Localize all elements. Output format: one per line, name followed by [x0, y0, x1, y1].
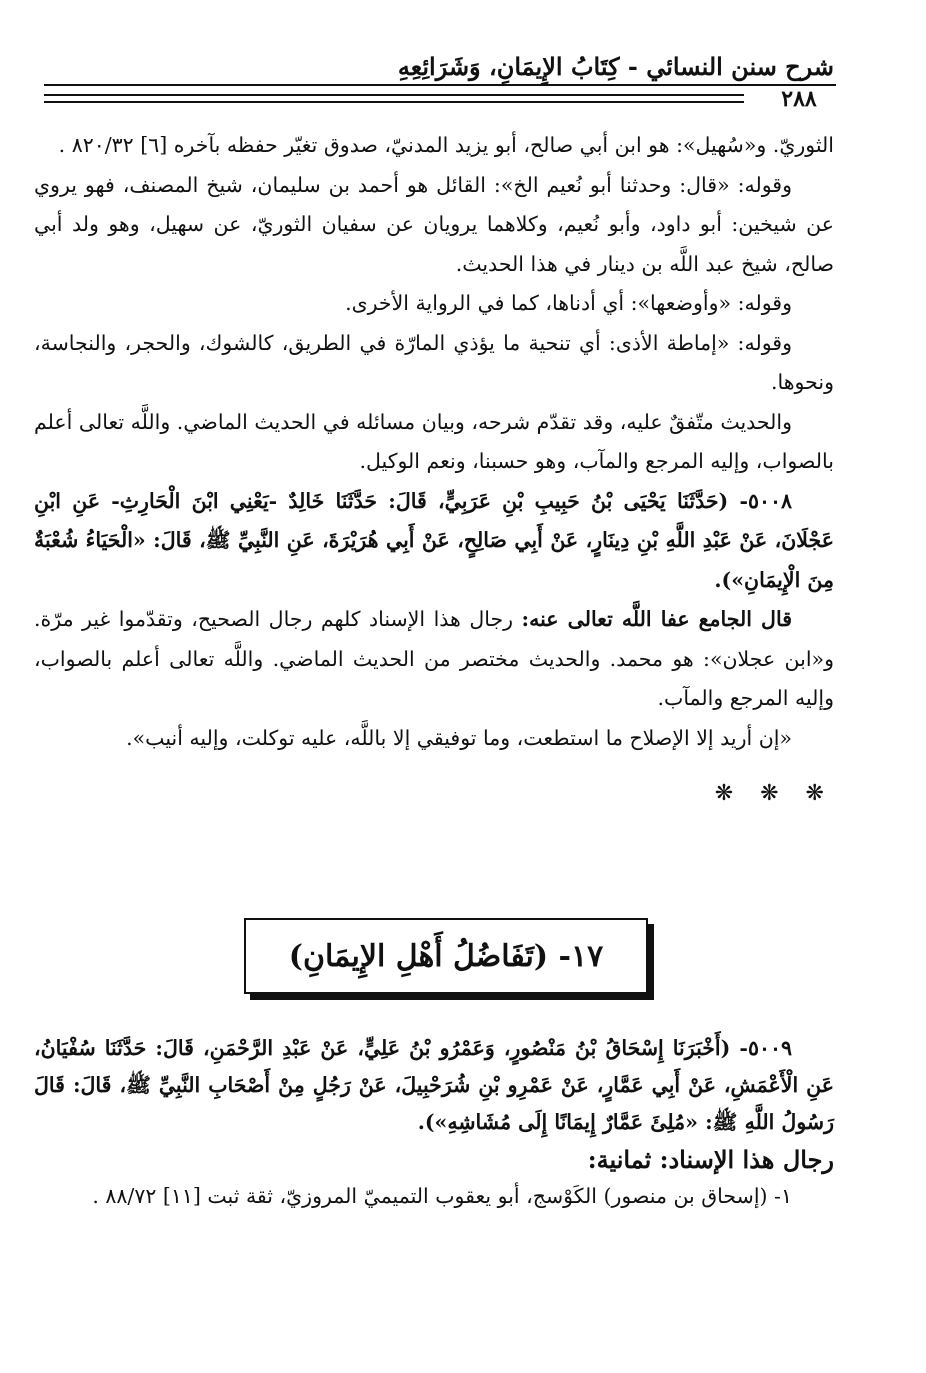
paragraph: وقوله: «إماطة الأذى: أي تنحية ما يؤذي المارّة في الطريق، كالشوك، والحجر، والنجاسة، ونحوها.: [34, 330, 834, 394]
header-rule: [44, 84, 836, 86]
main-text: [34, 126, 834, 824]
paragraph: الثوريّ. و«سُهيل»: هو ابن أبي صالح، أبو يزيد المدنيّ، صدوق تغيّر حفظه بآخره [٦] ٨٢٠/٣٢ .: [58, 133, 834, 157]
paragraph: والحديث متّفقٌ عليه، وقد تقدّم شرحه، وبيان مسائله في الحديث الماضي. واللَّه تعالى أعلم بالصواب، وإليه المرجع والمآب، وهو حسبنا، ونعم الوكيل.: [34, 409, 834, 473]
commentary-paragraph: [34, 600, 834, 719]
header-double-rule: [44, 94, 744, 103]
isnad-heading: رجال هذا الإسناد: ثمانية:: [587, 1145, 834, 1174]
hadith-5009: ٥٠٠٩- (أَخْبَرَنَا إِسْحَاقُ بْنُ مَنْصُورٍ، وَعَمْرُو بْنُ عَلِيٍّ، عَنْ عَبْدِ الرَّحْمَنِ، قَالَ: حَدَّثَنَا سُفْيَانُ، عَنِ الْأَعْمَشِ، عَنْ أَبِي عَمَّارٍ، عَنْ عَمْرِو بْنِ شُرَحْبِيلَ، عَنْ رَجُلٍ مِنْ أَصْحَابِ النَّبِيِّ ﷺ، قَالَ: قَالَ رَسُولُ اللَّهِ ﷺ: «مُلِئَ عَمَّارٌ إِيمَانًا إِلَى مُشَاشِهِ»).: [34, 1036, 834, 1134]
running-header-title: شرح سنن النسائي - كِتَابُ الإِيمَانِ، وَشَرَائِعِهِ: [397, 52, 834, 81]
paragraph: وقوله: «وأوضعها»: أي أدناها، كما في الرواية الأخرى.: [345, 291, 792, 315]
narrator-entry: ١- (إسحاق بن منصور) الكَوْسج، أبو يعقوب التميميّ المروزيّ، ثقة ثبت [١١] ٨٨/٧٢ .: [92, 1184, 792, 1208]
commentary-text: رجال هذا الإسناد كلهم رجال الصحيح، وتقدّموا غير مرّة. و«ابن عجلان»: هو محمد. والحديث مختصر من الحديث الماضي. واللَّه تعالى أعلم بالصواب، وإليه المرجع والمآب.: [34, 607, 834, 710]
hadith-5008: ٥٠٠٨- (حَدَّثَنَا يَحْيَى بْنُ حَبِيبِ بْنِ عَرَبِيٍّ، قَالَ: حَدَّثَنَا خَالِدٌ -يَعْنِي ابْنَ الْحَارِثِ- عَنِ ابْنِ عَجْلَانَ، عَنْ عَبْدِ اللَّهِ بْنِ دِينَارٍ، عَنْ أَبِي صَالِحٍ، عَنْ أَبِي هُرَيْرَةَ، عَنِ النَّبِيِّ ﷺ، قَالَ: «الْحَيَاءُ شُعْبَةٌ مِنَ الْإِيمَانِ»).: [34, 488, 834, 592]
chapter-heading: ١٧- (تَفَاضُلُ أَهْلِ الإِيمَانِ): [244, 918, 648, 994]
section-separator: ❋ ❋ ❋: [714, 781, 834, 806]
paragraph: وقوله: «قال: وحدثنا أبو نُعيم الخ»: القائل هو أحمد بن سليمان، شيخ المصنف، فهو يروي عن شيخين: أبو داود، وأبو نُعيم، وكلاهما يرويان عن سفيان الثوريّ، عن سهيل، وهو ولد أبي صالح، شيخ عبد اللَّه بن دينار في هذا الحديث.: [34, 172, 834, 276]
commentary-lead: قال الجامع عفا اللَّه تعالى عنه:: [521, 607, 793, 631]
page-number: ٢٨٨: [781, 86, 817, 112]
chapter-text: [34, 1030, 834, 1215]
closing-quote: «إن أريد إلا الإصلاح ما استطعت، وما توفيقي إلا باللَّه، عليه توكلت، وإليه أنيب».: [126, 725, 792, 750]
